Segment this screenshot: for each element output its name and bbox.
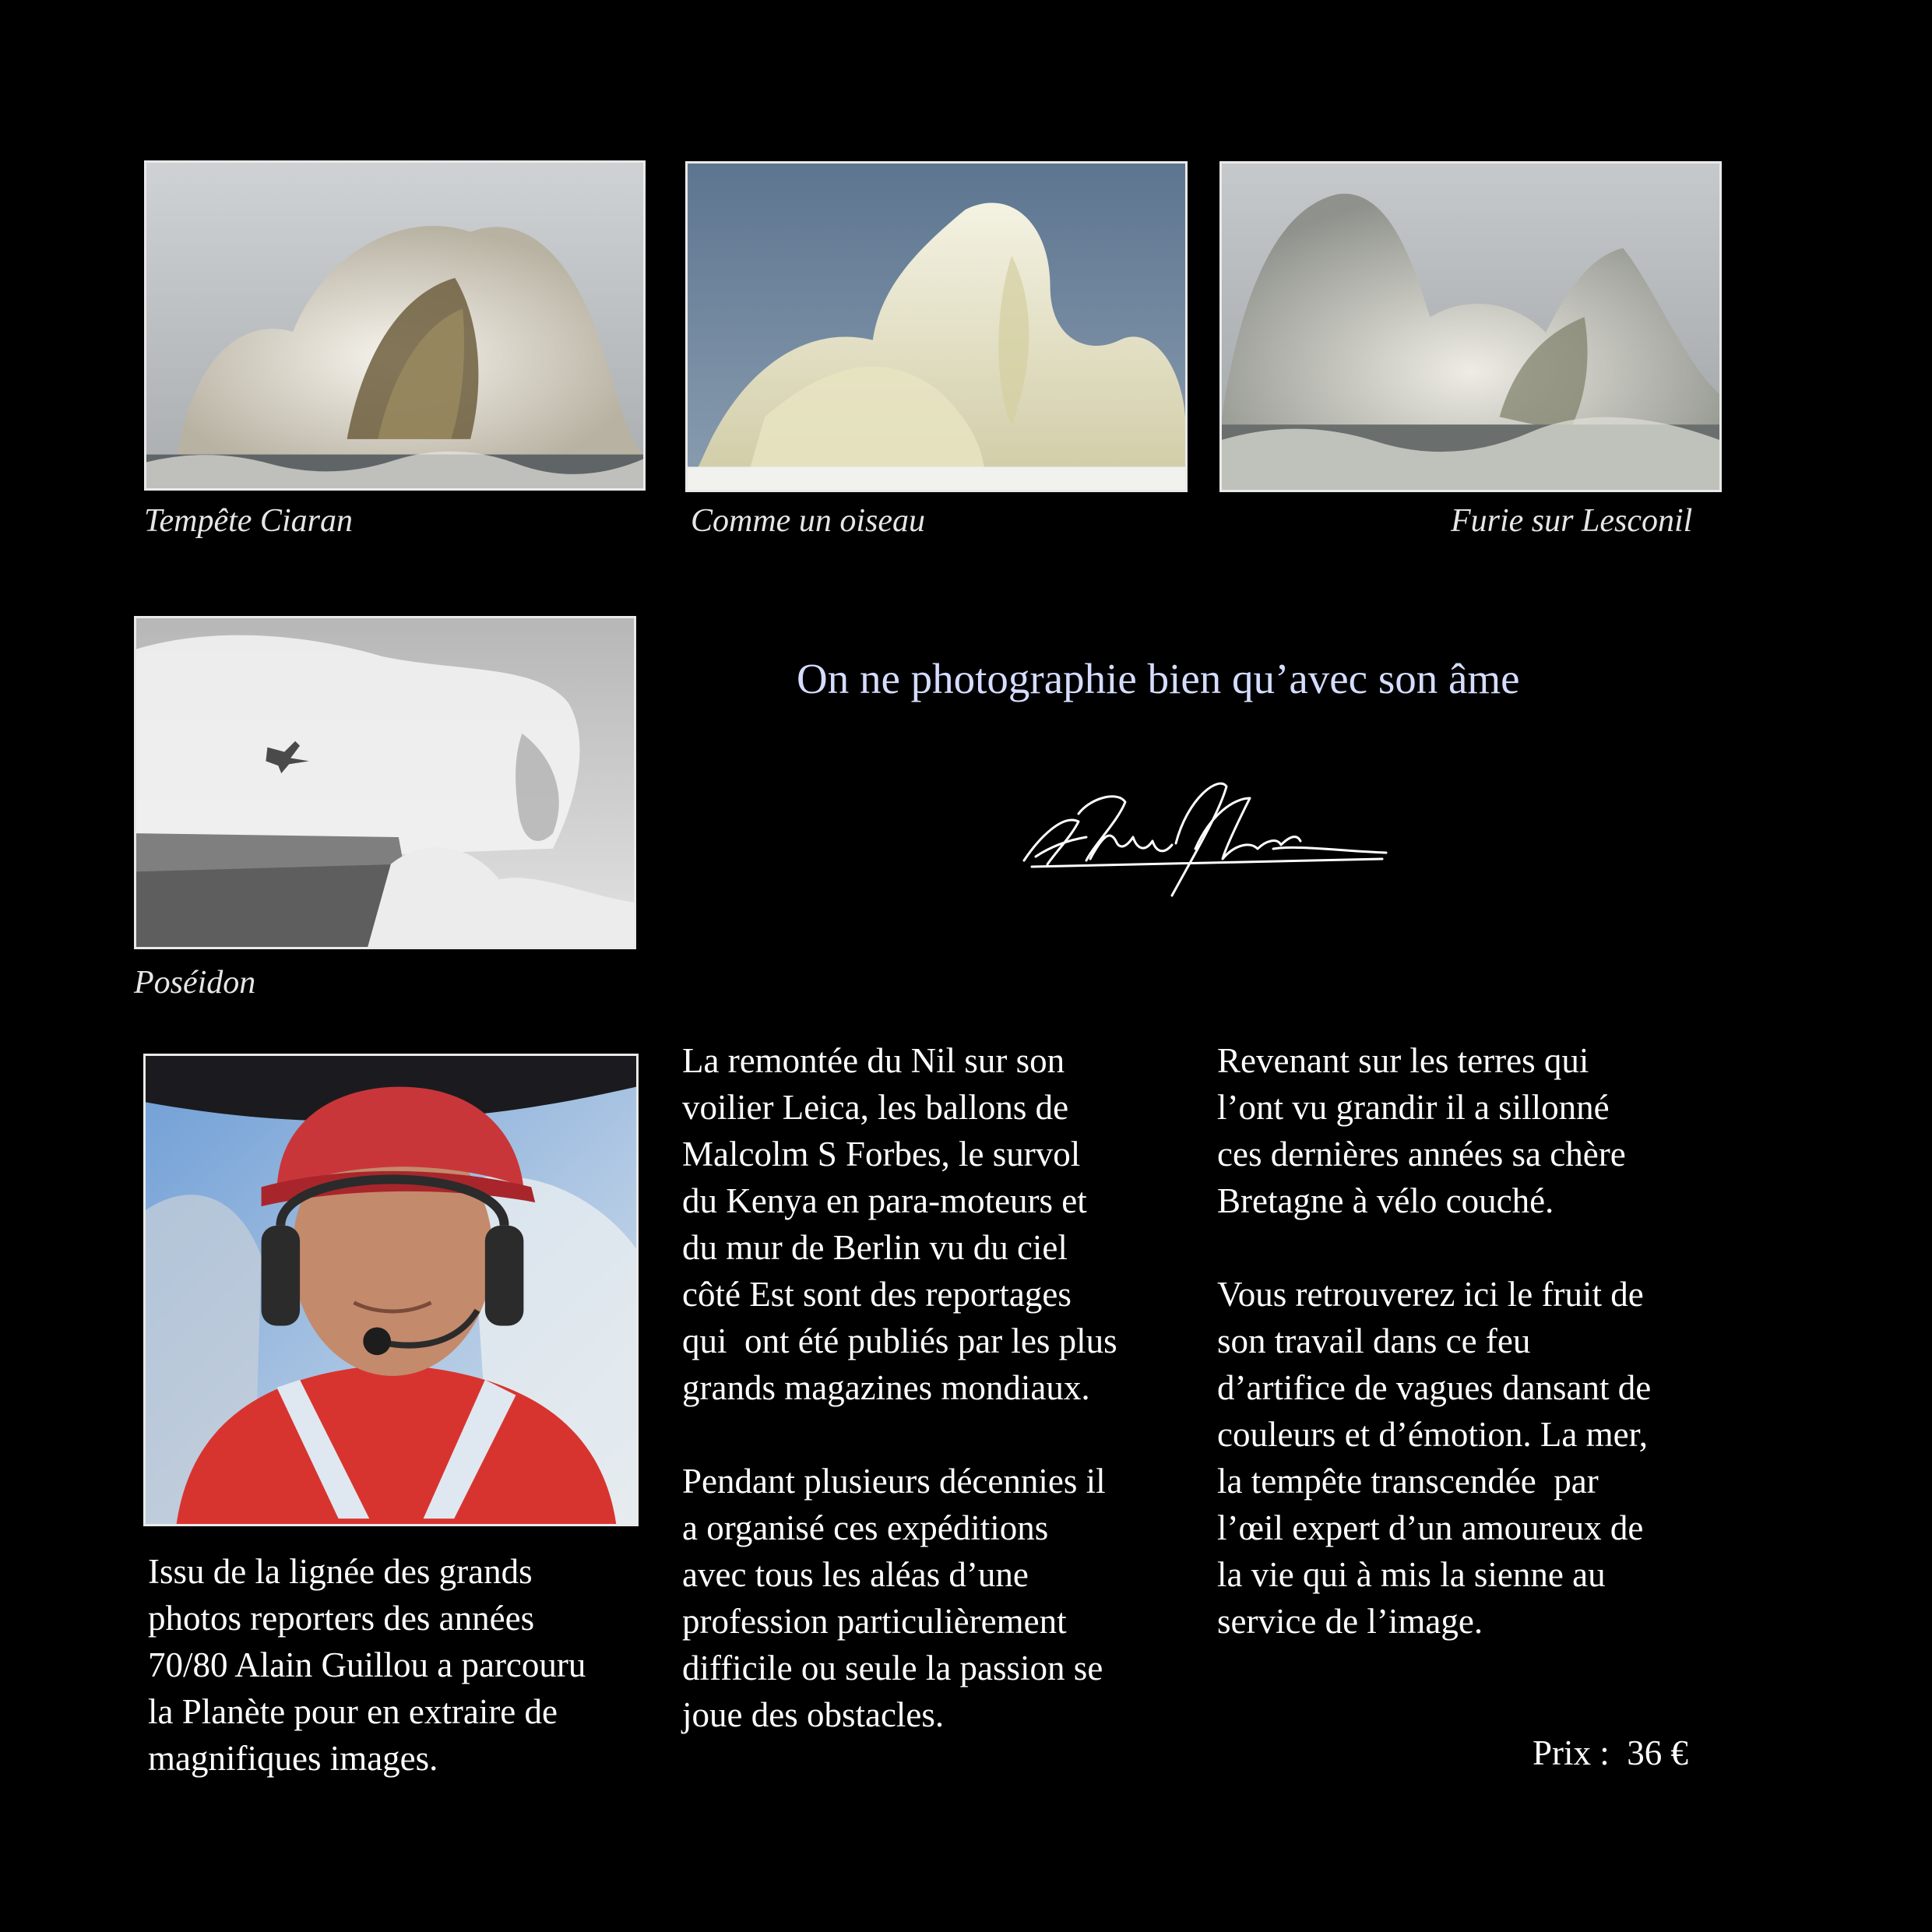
photo-tempete-ciaran xyxy=(144,160,646,491)
text-line: Bretagne à vélo couché. xyxy=(1217,1181,1554,1220)
text-line: l’ont vu grandir il a sillonné xyxy=(1217,1088,1610,1127)
text-line: photos reporters des années xyxy=(148,1599,535,1638)
photo-poseidon xyxy=(134,616,636,949)
text-line: difficile ou seule la passion se xyxy=(682,1649,1103,1687)
bio-column-3 xyxy=(1217,1037,1731,1645)
text-line: Malcolm S Forbes, le survol xyxy=(682,1135,1081,1174)
bio-paragraph xyxy=(682,1458,1196,1738)
photo-portrait xyxy=(143,1054,639,1526)
text-line: profession particulièrement xyxy=(682,1602,1067,1641)
text-line: la Planète pour en extraire de xyxy=(148,1692,558,1731)
wave-image xyxy=(1222,164,1719,490)
portrait-image xyxy=(146,1056,636,1524)
text-line: côté Est sont des reportages xyxy=(682,1275,1072,1314)
text-line: son travail dans ce feu xyxy=(1217,1321,1531,1360)
text-line: la tempête transcendée par xyxy=(1217,1462,1599,1501)
wave-image xyxy=(688,164,1185,490)
caption-tempete-ciaran: Tempête Ciaran xyxy=(144,503,353,539)
text-line: couleurs et d’émotion. La mer, xyxy=(1217,1415,1649,1454)
bio-paragraph xyxy=(1217,1037,1731,1224)
text-line: a organisé ces expéditions xyxy=(682,1508,1049,1547)
text-line: grands magazines mondiaux. xyxy=(682,1368,1090,1407)
bio-paragraph xyxy=(682,1037,1196,1411)
text-line: avec tous les aléas d’une xyxy=(682,1555,1029,1594)
text-line: service de l’image. xyxy=(1217,1602,1483,1641)
text-line: La remontée du Nil sur son xyxy=(682,1041,1065,1080)
text-line: joue des obstacles. xyxy=(682,1695,945,1734)
text-line: Pendant plusieurs décennies il xyxy=(682,1462,1106,1501)
caption-comme-un-oiseau: Comme un oiseau xyxy=(691,503,925,539)
text-line: la vie qui à mis la sienne au xyxy=(1217,1555,1606,1594)
bio-paragraph xyxy=(1217,1271,1731,1645)
caption-poseidon: Poséidon xyxy=(134,965,256,1001)
bio-column-2 xyxy=(682,1037,1196,1738)
photo-comme-un-oiseau xyxy=(685,161,1188,492)
text-line: magnifiques images. xyxy=(148,1739,438,1778)
photo-furie-sur-lesconil xyxy=(1219,161,1722,492)
caption-furie-sur-lesconil: Furie sur Lesconil xyxy=(1451,503,1693,539)
text-line: Vous retrouverez ici le fruit de xyxy=(1217,1275,1644,1314)
wave-image xyxy=(136,618,634,947)
text-line: d’artifice de vagues dansant de xyxy=(1217,1368,1652,1407)
text-line: qui ont été publiés par les plus xyxy=(682,1321,1117,1360)
text-line: ces dernières années sa chère xyxy=(1217,1135,1626,1174)
bio-paragraph xyxy=(148,1548,654,1782)
quote: On ne photographie bien qu’avec son âme xyxy=(797,655,1520,702)
text-line: Issu de la lignée des grands xyxy=(148,1552,533,1591)
text-line: Revenant sur les terres qui xyxy=(1217,1041,1589,1080)
price-label: Prix : 36 € xyxy=(1533,1733,1689,1772)
wave-image xyxy=(146,163,643,488)
text-line: l’œil expert d’un amoureux de xyxy=(1217,1508,1644,1547)
text-line: du mur de Berlin vu du ciel xyxy=(682,1228,1068,1267)
text-line: voilier Leica, les ballons de xyxy=(682,1088,1069,1127)
signature xyxy=(1016,767,1390,903)
bio-column-1 xyxy=(148,1548,654,1782)
text-line: du Kenya en para-moteurs et xyxy=(682,1181,1087,1220)
text-line: 70/80 Alain Guillou a parcouru xyxy=(148,1645,586,1684)
